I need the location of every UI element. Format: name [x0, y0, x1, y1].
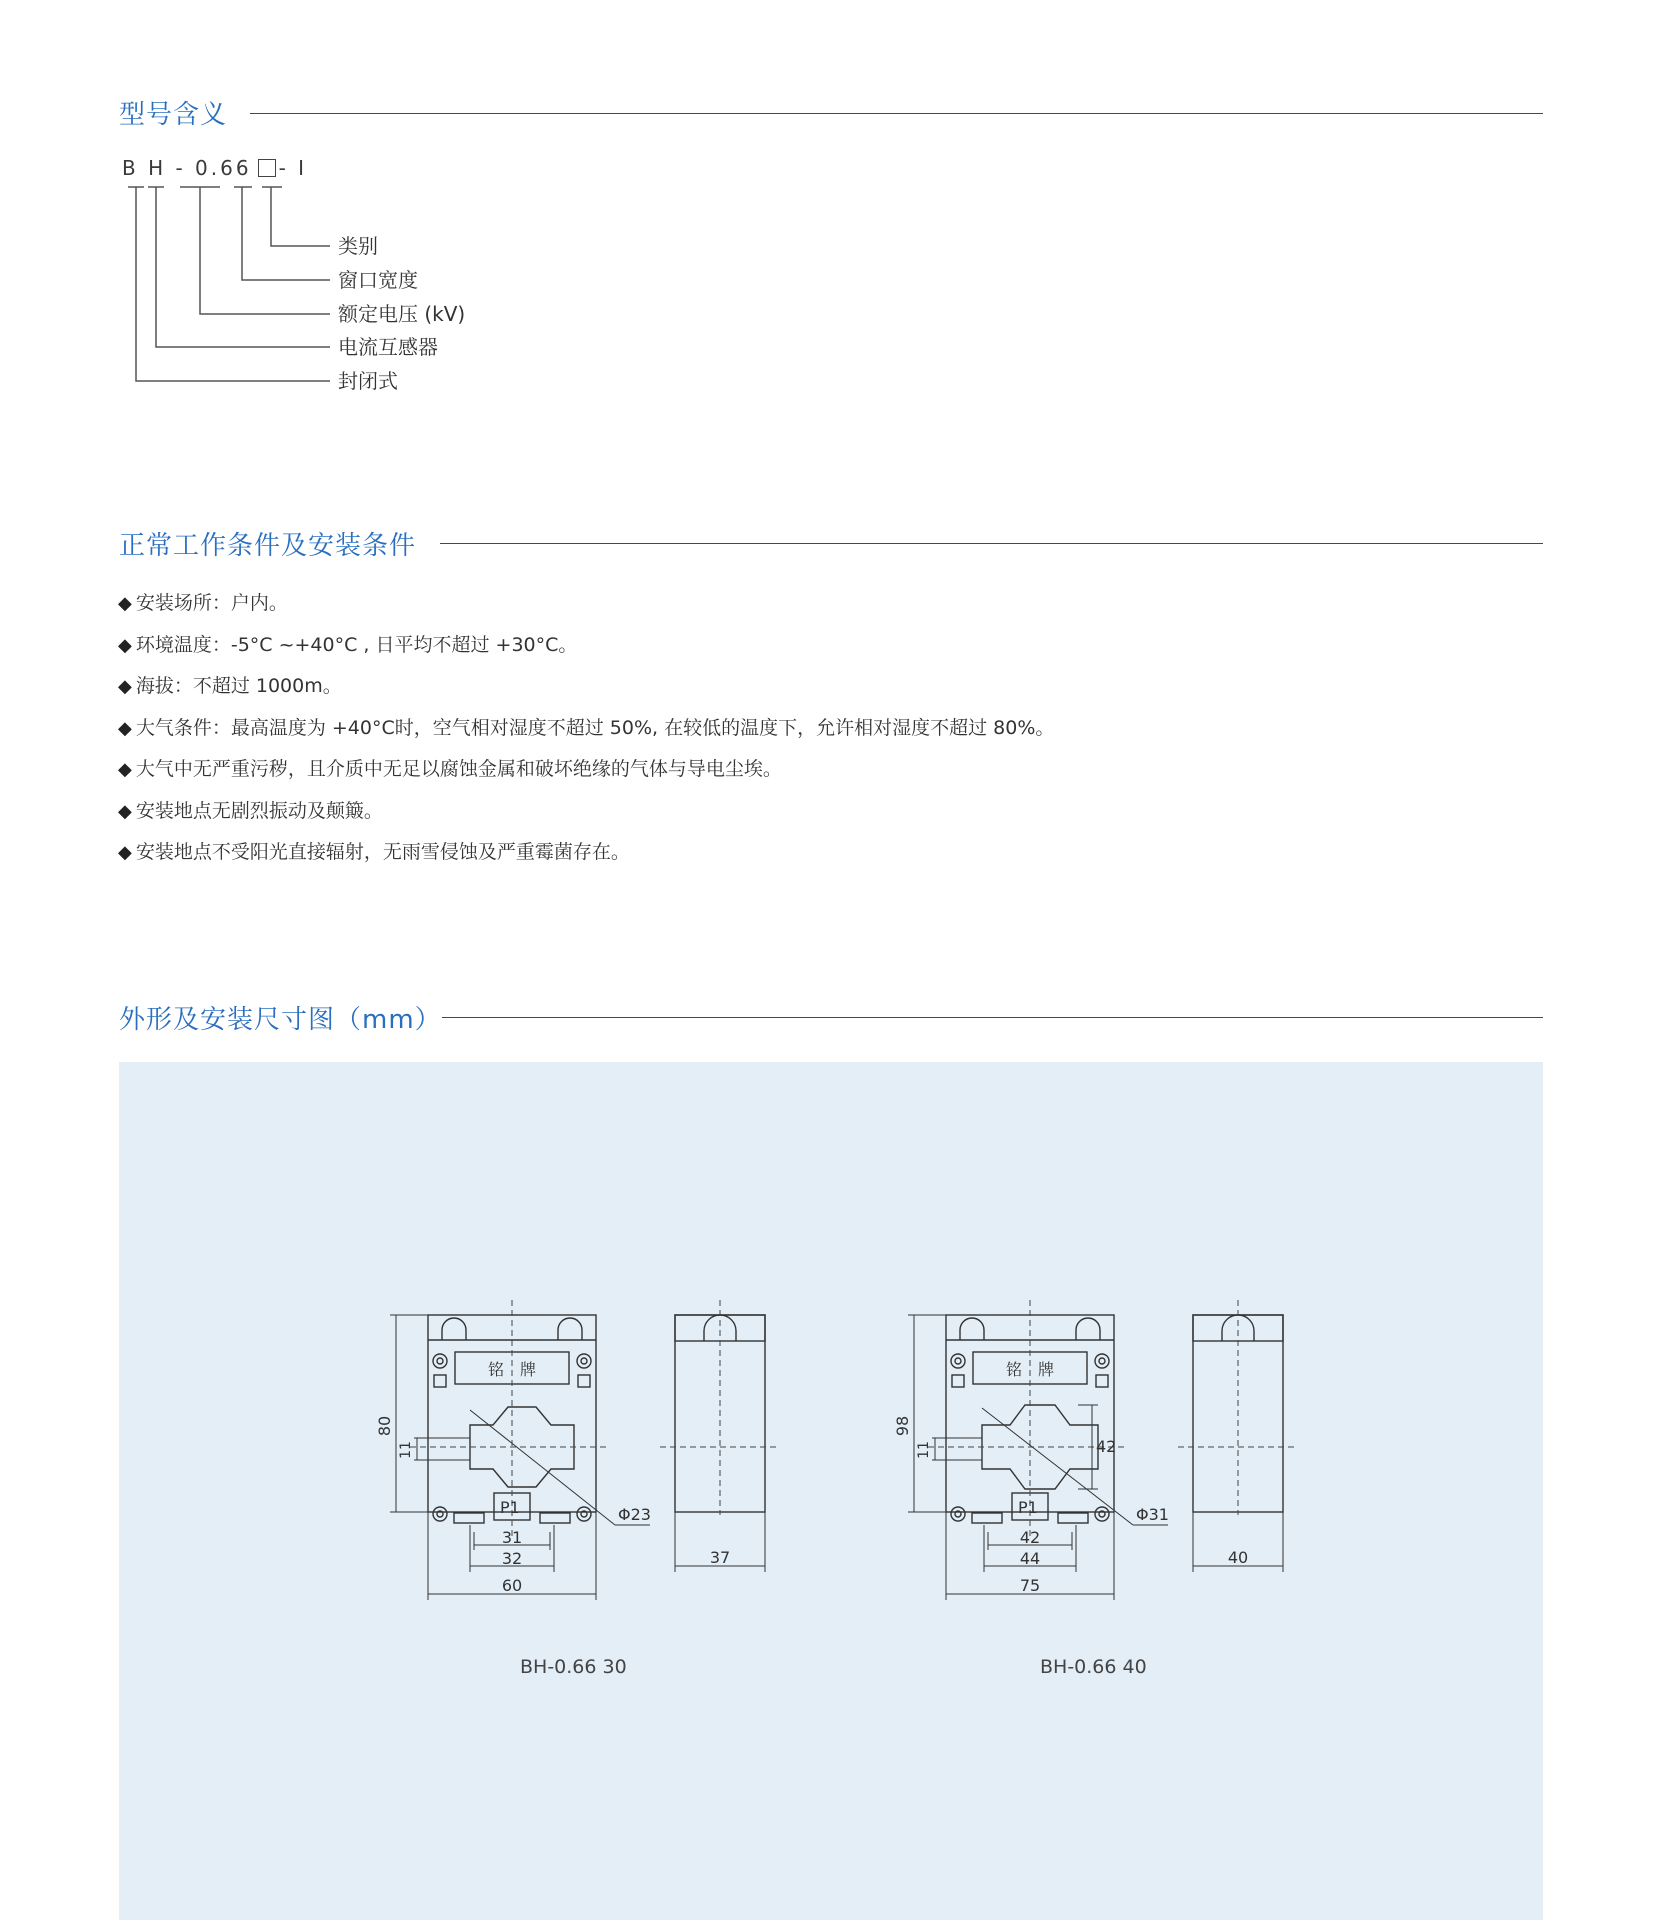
dim-diameter: Φ23 — [618, 1505, 651, 1524]
drawing-caption-2: BH-0.66 40 — [1040, 1656, 1147, 1678]
dim-middle: 44 — [1019, 1549, 1041, 1568]
dim-width: 60 — [501, 1576, 523, 1595]
model-label-rated-voltage: 额定电压 (kV) — [338, 302, 466, 326]
dim-offset: 11 — [916, 1441, 932, 1459]
drawing-caption-1: BH-0.66 30 — [520, 1656, 627, 1678]
dimension-drawing-1 — [370, 1300, 790, 1620]
diamond-bullet-icon: ◆ — [118, 635, 132, 656]
diamond-bullet-icon: ◆ — [118, 593, 132, 614]
dim-height: 80 — [375, 1415, 394, 1437]
dimension-drawing-panel — [119, 1062, 1543, 1920]
condition-item: ◆ 安装场所：户内。 — [118, 592, 288, 614]
section-rule-model — [250, 113, 1543, 114]
nameplate-label-a: 铭 — [488, 1360, 505, 1379]
diamond-bullet-icon: ◆ — [118, 676, 132, 697]
model-label-current-transformer: 电流互感器 — [338, 335, 438, 359]
model-label-window-width: 窗口宽度 — [338, 268, 418, 292]
dim-middle: 32 — [501, 1549, 523, 1568]
diamond-bullet-icon: ◆ — [118, 801, 132, 822]
condition-item: ◆ 安装地点不受阳光直接辐射，无雨雪侵蚀及严重霉菌存在。 — [118, 841, 630, 863]
section-title-conditions: 正常工作条件及安装条件 — [119, 530, 417, 561]
condition-item: ◆ 大气条件：最高温度为 +40°C时，空气相对湿度不超过 50%, 在较低的温度下，允许相对湿度不超过 80%。 — [118, 717, 1055, 739]
nameplate-label-a: 铭 — [1006, 1360, 1023, 1379]
condition-item: ◆ 大气中无严重污秽，且介质中无足以腐蚀金属和破坏绝缘的气体与导电尘埃。 — [118, 758, 782, 780]
section-rule-conditions — [440, 543, 1543, 544]
condition-item: ◆ 安装地点无剧烈振动及颠簸。 — [118, 800, 383, 822]
dim-depth: 37 — [709, 1548, 731, 1567]
dim-inner: 42 — [1019, 1528, 1041, 1547]
section-rule-dimensions — [442, 1017, 1543, 1018]
terminal-label: P1 — [500, 1498, 520, 1517]
model-code-prefix: B H - 0.66 — [122, 156, 252, 180]
section-title-dimensions: 外形及安装尺寸图（mm） — [119, 1004, 442, 1035]
diamond-bullet-icon: ◆ — [118, 718, 132, 739]
dim-offset: 11 — [398, 1441, 414, 1459]
model-label-category: 类别 — [338, 234, 378, 258]
condition-item: ◆ 环境温度：-5°C ~+40°C , 日平均不超过 +30°C。 — [118, 634, 578, 656]
condition-item: ◆ 海拔：不超过 1000m。 — [118, 675, 342, 697]
dimension-drawing-2 — [888, 1300, 1308, 1620]
terminal-label: P1 — [1018, 1498, 1038, 1517]
dim-diameter: Φ31 — [1136, 1505, 1169, 1524]
dim-height: 98 — [893, 1415, 912, 1437]
diamond-bullet-icon: ◆ — [118, 759, 132, 780]
dim-window: 42 — [1096, 1437, 1117, 1456]
dim-inner: 31 — [501, 1528, 523, 1547]
section-title-model: 型号含义 — [119, 99, 228, 130]
nameplate-label-b: 牌 — [520, 1360, 537, 1379]
model-code-diagram — [0, 0, 360, 400]
dim-width: 75 — [1019, 1576, 1041, 1595]
diamond-bullet-icon: ◆ — [118, 842, 132, 863]
model-code-suffix: - I — [278, 156, 308, 180]
dim-depth: 40 — [1227, 1548, 1249, 1567]
nameplate-label-b: 牌 — [1038, 1360, 1055, 1379]
model-label-enclosed: 封闭式 — [338, 369, 398, 393]
